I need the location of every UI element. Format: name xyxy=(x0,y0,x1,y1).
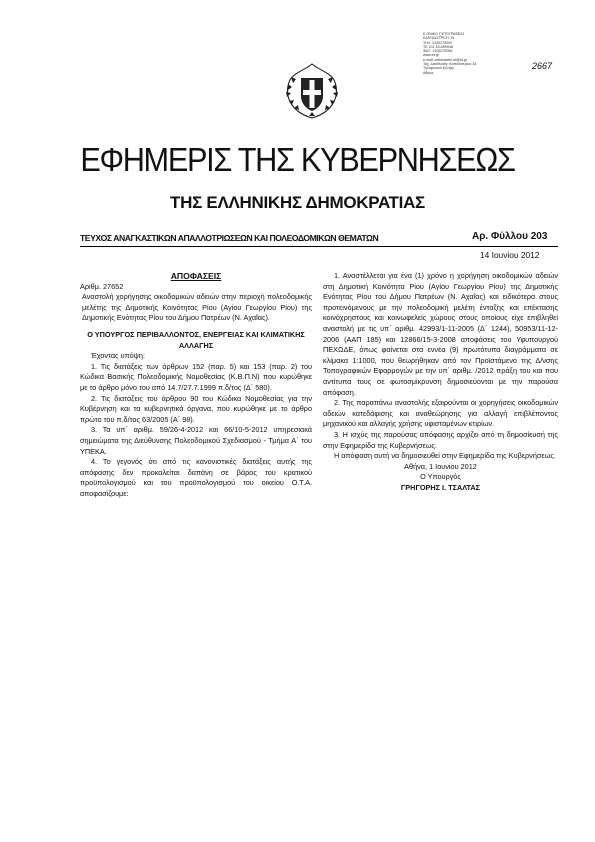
printer-line: ΦΑΞ. 2105279054 xyxy=(423,49,453,54)
paragraph: 2. Τις διατάξεις του άρθρου 90 του Κώδικα Νομοθεσίας για την Κυβέρνηση και τα κυβερνητικά όργανα, που κυρώθηκε με το άρθρο πρώτο του π.δ/τος 63/2005 (Α΄ 98). xyxy=(80,393,312,424)
printer-line: Αθήνα xyxy=(423,70,434,75)
paragraph: 4. Το γεγονός ότι από τις κανονιστικές διατάξεις αυτής της απόφασης δεν προκαλείται δαπάνη σε βάρος του κρατικού προϋπολογισμού και του προϋπολογισμού του οικείου Ο.Τ.Α. αποφασίζουμε: xyxy=(80,457,312,498)
header-divider xyxy=(80,246,558,247)
printer-line: Τηλεφωνικό Κέντρο xyxy=(423,66,455,71)
paragraph: 3. Η ισχύς της παρούσας απόφασης αρχίζει από τη δημοσίευσή της στην Εφημερίδα της Κυβερνήσεως. xyxy=(323,429,558,450)
paragraph: 3. Τα υπ΄ αριθμ. 59/26-4-2012 και 66/10-5-2012 υπηρεσιακά σημειώματα της Διεύθυνσης Πολεοδομικού Σχεδιασμού - Τμήμα Α΄ του ΥΠΕΚΑ. xyxy=(80,425,312,456)
right-column xyxy=(323,271,558,493)
signature-role: Ο Υπουργός xyxy=(420,472,461,482)
sheet-number: Αρ. Φύλλου 203 xyxy=(472,231,548,242)
issue-date: 14 Ιουνίου 2012 xyxy=(480,250,540,260)
paragraph: 1. Αναστέλλεται για ένα (1) χρόνο η χορήγηση οικοδομικών αδειών στη Δημοτική Κοινότητα Ρίου (Αγίου Γεωργίου Ρίου) της Δημοτικής Ενότητας Ρίου του Δήμου Πατρέων (Ν. Αχαΐας) και ειδικότερα στους προτεινόμενους με την πολεοδομική μελέτη ένταξης και επέκτασης κοινόχρηστους και κοινωφελείς χώρους στους οποίους είχε επιβληθεί αναστολή με τις υπ΄ αριθμ. 42993/1-11-2005 (Δ΄ 1244), 50953/11-12-2006 (ΑΑΠ 185) και 12866/15-3-2008 αποφάσεις του Υφυπουργού ΠΕΧΩΔΕ, όπως φαίνεται στα εννέα (9) πρωτότυπα διαγράμματα σε κλίμακα 1:1000, που θεωρήθηκαν από τον Προϊστάμενο της Δ/νσης Τοπογραφικών Εφαρμογών με την υπ΄ αριθμ. /2012 πράξη του και που αντίτυπα τους σε φωτοσμίκρυνση δημοσιεύονται με την παρούσα απόφαση. xyxy=(323,271,558,397)
printer-line: ΤΗΛ. 2105279000 xyxy=(423,40,453,45)
printer-imprint xyxy=(423,32,501,75)
issue-series: ΤΕΥΧΟΣ ΑΝΑΓΚΑΣΤΙΚΩΝ ΑΠΑΛΛΟΤΡΙΩΣΕΩΝ ΚΑΙ ΠΟΛΕΟΔΟΜΙΚΩΝ ΘΕΜΑΤΩΝ xyxy=(80,233,379,243)
printer-line: e-mail: webmaster.et@et.gr xyxy=(423,57,467,62)
section-heading: ΑΠΟΦΑΣΕΙΣ xyxy=(170,271,222,281)
printer-line: ΚΑΠΟΔΙΣΤΡΙΟΥ 34 xyxy=(423,36,455,41)
printer-line: Ε ΘΝΙΚΟ ΤΥΠΟΓΡΑΦΕΙΟ xyxy=(423,32,465,36)
authority-heading: Ο ΥΠΟΥΡΓΟΣ ΠΕΡΙΒΑΛΛΟΝΤΟΣ, ΕΝΕΡΓΕΙΑΣ ΚΑΙ ΚΛΙΜΑΤΙΚΗΣ ΑΛΛΑΓΗΣ xyxy=(87,329,305,350)
paragraph: 1. Τις διατάξεις των άρθρων 152 (παρ. 5) και 153 (παρ. 2) του Κώδικα Βασικής Πολεοδομικής Νομοθεσίας (Κ.Β.Π.Ν) που κυρώθηκε με το άρθρο μόνο του από 14.7/27.7.1999 π.δ/τος (Δ΄ 580). xyxy=(80,361,312,392)
printer-line: www.et.gr xyxy=(423,53,439,58)
paragraph: Η απόφαση αυτή να δημοσιευθεί στην Εφημερίδα της Κυβερνήσεως. xyxy=(334,451,556,461)
signature-name: ΓΡΗΓΟΡΗΣ Ι. ΤΣΑΛΤΑΣ xyxy=(400,482,481,492)
gazette-title: ΕΦΗΜΕΡΙΣ ΤΗΣ ΚΥΒΕΡΝΗΣΕΩΣ xyxy=(80,141,515,178)
signature-date: Αθήνα, 1 Ιουνίου 2012 xyxy=(404,461,477,471)
coat-of-arms-icon xyxy=(281,60,343,122)
left-column xyxy=(80,271,312,499)
printer-line: Ταχ. Διεύθυνση: Καποδιστρίου 34 xyxy=(423,62,477,67)
printer-line: ΤΚ 101 63 ΑΘΗΝΑ xyxy=(423,44,454,49)
paragraph: 2. Της παραπάνω αναστολής εξαιρούνται οι χορηγήσεις οικοδομικών αδειών κατεδάφισης και αναθεώρησης για αλλαγή επιβλέποντος μηχανικού και αλλαγής χρήσης υφισταμένων κτιρίων. xyxy=(323,398,558,429)
decision-number: Αριθμ. 27652 xyxy=(80,281,124,291)
decision-title: Αναστολή χορήγησης οικοδομικών αδειών στην περιοχή πολεοδομικής μελέτης της Δημοτικής Κοινότητας Ρίου (Αγίου Γεωργίου Ρίου) της Δημοτικής Ενότητας Ρίου του Δήμου Πατρέων (Ν. Αχαΐας). xyxy=(82,292,312,323)
having-regard: Έχοντας υπόψη: xyxy=(91,351,145,361)
gazette-subtitle: ΤΗΣ ΕΛΛΗΝΙΚΗΣ ΔΗΜΟΚΡΑΤΙΑΣ xyxy=(170,193,425,212)
page-number: 2667 xyxy=(532,61,553,71)
